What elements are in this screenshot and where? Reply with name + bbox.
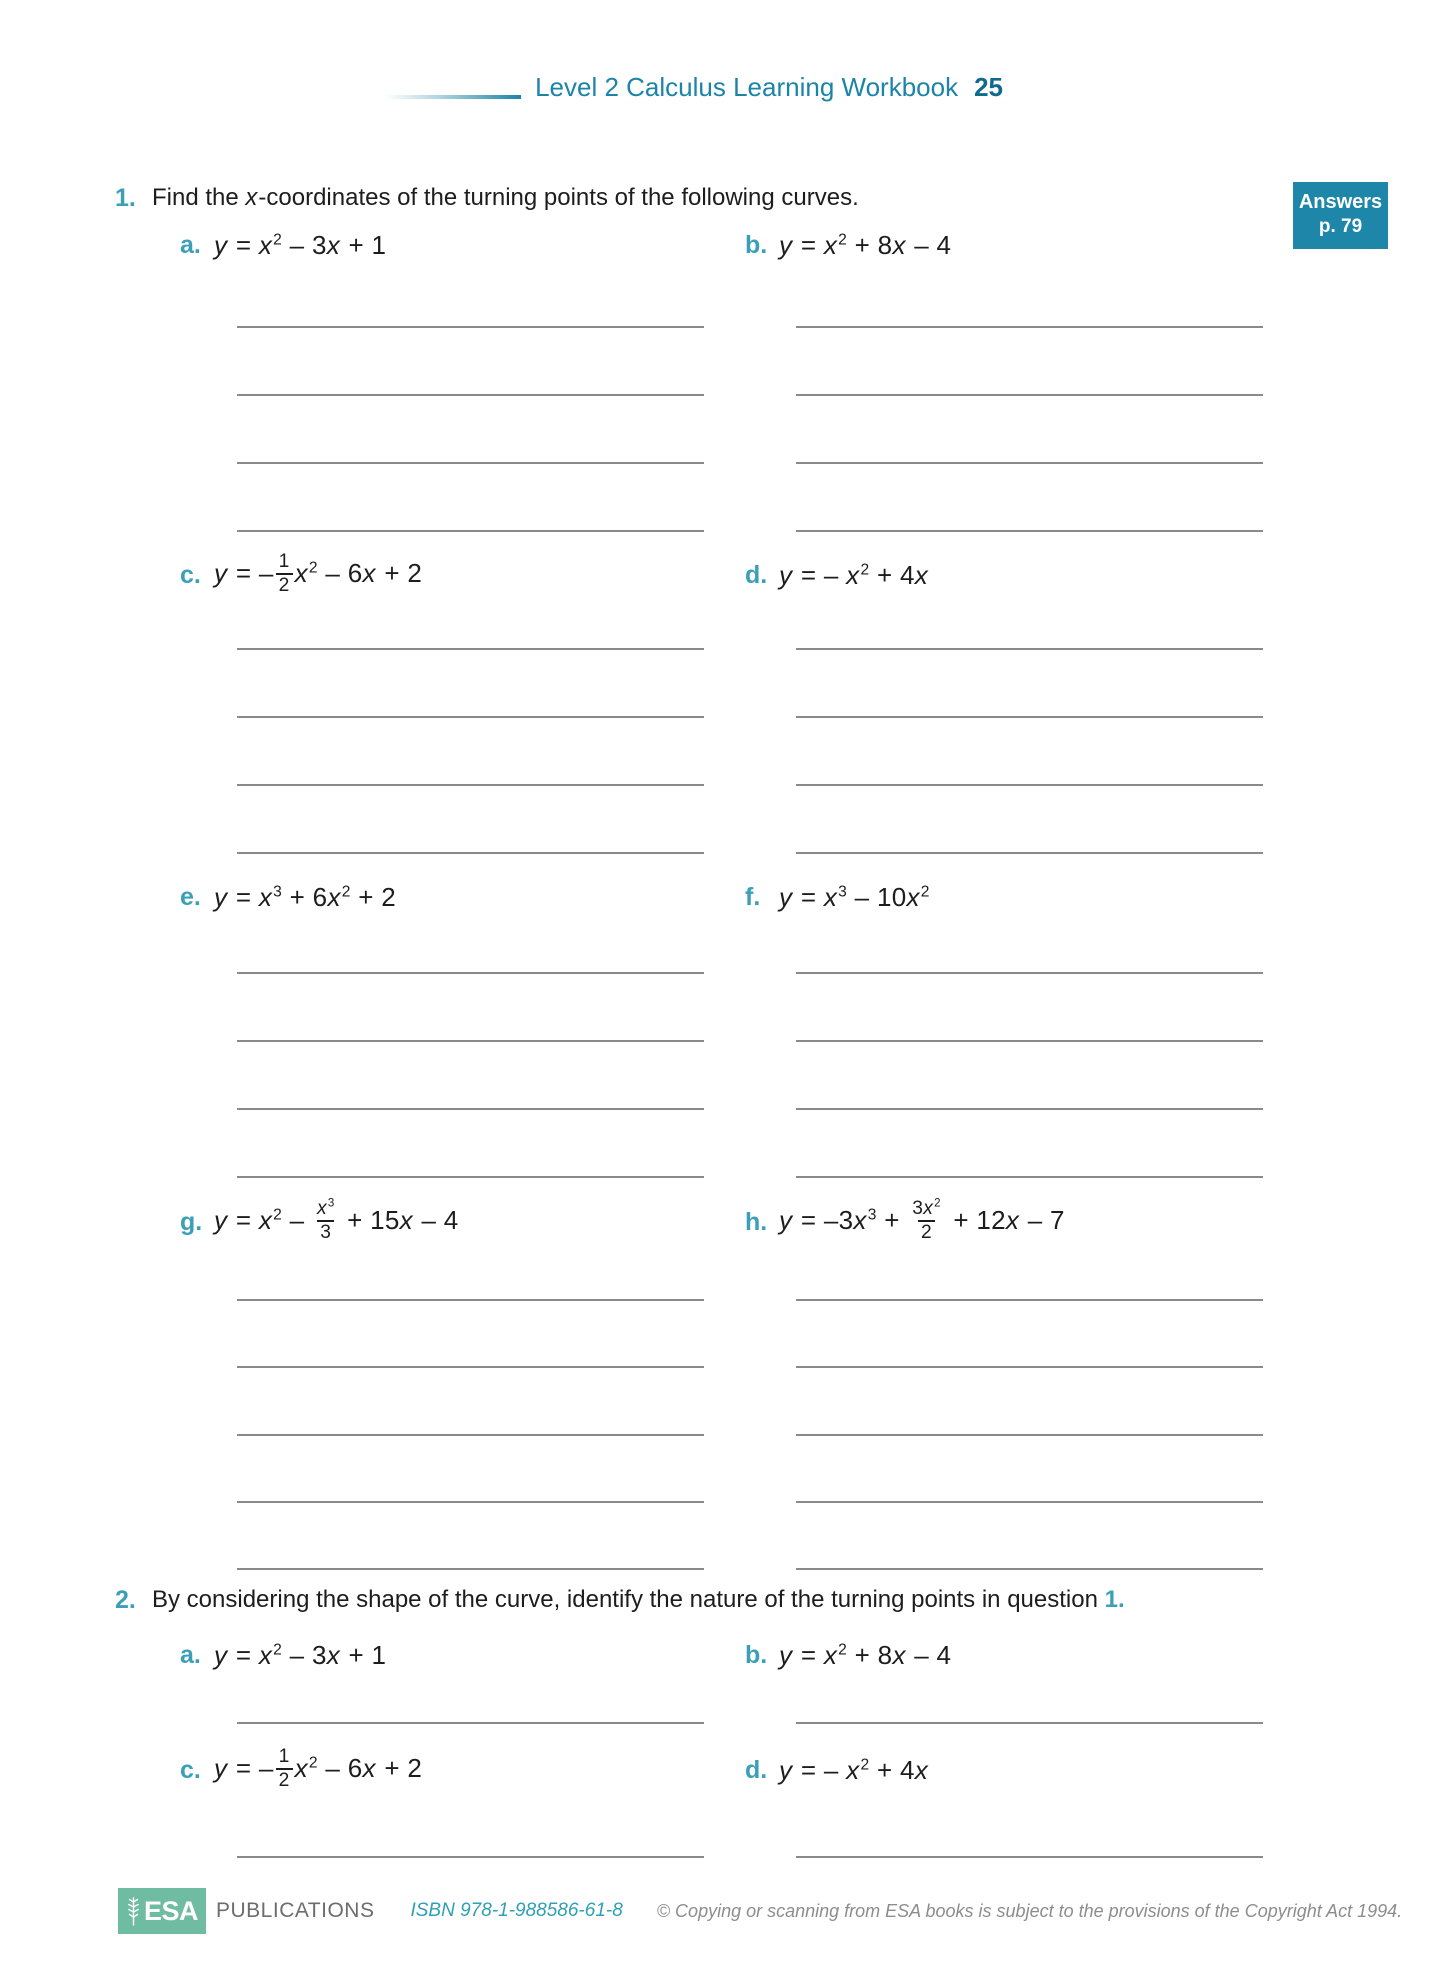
equation: y = – $x^2 + 4x$: [779, 1754, 929, 1785]
question-text: By considering the shape of the curve, identify the nature of the turning points in question 1.: [152, 1586, 1125, 1613]
item-f: [745, 869, 930, 925]
question-1-header: [0, 184, 1445, 218]
page-title: Level 2 Calculus Learning Workbook: [535, 72, 959, 102]
answer-line: [796, 1108, 1263, 1110]
answer-line: [796, 852, 1263, 854]
fraction: $\frac{1}{2}$: [276, 1747, 293, 1791]
equation-row: [0, 1742, 1445, 1798]
item-label: d.: [745, 560, 768, 589]
page-footer: [118, 1886, 1402, 1936]
answer-line: [796, 1176, 1263, 1178]
answer-line: [237, 394, 704, 396]
item-a: [180, 217, 386, 273]
equation: $y = x^2$ – $\frac{x^3}{3}$ + 15x – 4: [214, 1197, 459, 1243]
answer-line: [237, 1568, 704, 1570]
item-a: [180, 1627, 386, 1683]
item-label: f.: [745, 882, 761, 911]
page-header: [385, 72, 1003, 103]
fraction: $\frac{1}{2}$: [276, 552, 293, 596]
fern-icon: [126, 1896, 141, 1926]
answer-line: [237, 530, 704, 532]
equation-row: [0, 547, 1445, 603]
equation: $y = x^2 - 3x + 1$: [214, 229, 387, 260]
answer-line: [796, 1501, 1263, 1503]
answer-line: [237, 972, 704, 974]
answer-line: [237, 1299, 704, 1301]
item-d: [745, 1742, 929, 1798]
answer-line: [237, 1040, 704, 1042]
answer-line: [796, 326, 1263, 328]
publisher-name: PUBLICATIONS: [216, 1899, 375, 1922]
equation: y = – $\frac{1}{2}$ $x^2 - 6x + 2$: [214, 550, 423, 596]
item-g: [180, 1194, 459, 1250]
answer-line: [237, 1108, 704, 1110]
page-number: 25: [974, 72, 1003, 102]
equation: $y = x^2 - 3x + 1$: [214, 1639, 387, 1670]
answer-line: [237, 716, 704, 718]
copyright-text: © Copying or scanning from ESA books is subject to the provisions of the Copyright Act 1994.: [656, 1900, 1403, 1921]
answer-line: [237, 462, 704, 464]
item-h: [745, 1194, 1065, 1250]
question-number: 1.: [115, 184, 136, 212]
item-label: e.: [180, 882, 201, 911]
equation: y = – $\frac{1}{2}$ $x^2 - 6x + 2$: [214, 1745, 423, 1791]
equation-row: [0, 1194, 1445, 1250]
equation: y = – $x^2 + 4x$: [779, 559, 929, 590]
item-label: c.: [180, 560, 201, 589]
equation-row: [0, 1627, 1445, 1683]
fraction: $\frac{x^3}{3}$: [316, 1197, 335, 1243]
question-text: Find the x-coordinates of the turning points of the following curves.: [152, 184, 859, 211]
answer-line: [796, 1722, 1263, 1724]
item-label: g.: [180, 1207, 203, 1236]
equation: $y = x^3 + 6x^2 + 2$: [214, 881, 397, 912]
answer-line: [237, 784, 704, 786]
item-c: [180, 1742, 422, 1798]
answer-line: [237, 1722, 704, 1724]
item-d: [745, 547, 929, 603]
equation-row: [0, 217, 1445, 273]
answer-line: [796, 1299, 1263, 1301]
answer-line: [796, 1434, 1263, 1436]
answer-line: [796, 1366, 1263, 1368]
answer-line: [796, 394, 1263, 396]
item-b: [745, 217, 951, 273]
answer-line: [237, 852, 704, 854]
answer-line: [796, 972, 1263, 974]
question-number: 2.: [115, 1586, 136, 1614]
answer-line: [237, 1176, 704, 1178]
answer-line: [237, 326, 704, 328]
isbn-text: ISBN 978-1-988586-61-8: [410, 1900, 623, 1921]
item-c: [180, 547, 422, 603]
header-rule: [385, 95, 521, 99]
answer-line: [237, 648, 704, 650]
esa-logo: [118, 1888, 206, 1934]
item-label: h.: [745, 1207, 768, 1236]
answer-line: [796, 648, 1263, 650]
answer-line: [796, 530, 1263, 532]
question-ref: 1.: [1104, 1586, 1125, 1613]
question-2-header: [0, 1586, 1445, 1620]
answer-line: [796, 462, 1263, 464]
answer-line: [796, 784, 1263, 786]
answer-line: [237, 1501, 704, 1503]
fraction: $\frac{3x^2}{2}$: [912, 1197, 941, 1243]
esa-logo-text: ESA: [143, 1895, 199, 1926]
answer-line: [796, 1856, 1263, 1858]
item-label: c.: [180, 1755, 201, 1784]
item-label: a.: [180, 1640, 201, 1669]
item-label: d.: [745, 1755, 768, 1784]
equation: $y = x^2 + 8x - 4$: [779, 1639, 952, 1670]
answers-page-ref: p. 79: [1318, 216, 1363, 237]
equation: $y = -3x^3$ + $\frac{3x^2}{2}$ + 12x – 7: [779, 1197, 1065, 1243]
answer-line: [796, 1040, 1263, 1042]
item-label: a.: [180, 230, 201, 259]
equation: $y = x^2 + 8x - 4$: [779, 229, 952, 260]
equation: $y = x^3 - 10x^2$: [779, 881, 930, 912]
item-label: b.: [745, 1640, 768, 1669]
item-b: [745, 1627, 951, 1683]
answer-line: [237, 1366, 704, 1368]
item-label: b.: [745, 230, 768, 259]
answer-line: [796, 1568, 1263, 1570]
equation-row: [0, 869, 1445, 925]
answers-label: Answers: [1298, 191, 1383, 213]
answer-line: [237, 1856, 704, 1858]
answer-line: [796, 716, 1263, 718]
answer-line: [237, 1434, 704, 1436]
item-e: [180, 869, 396, 925]
